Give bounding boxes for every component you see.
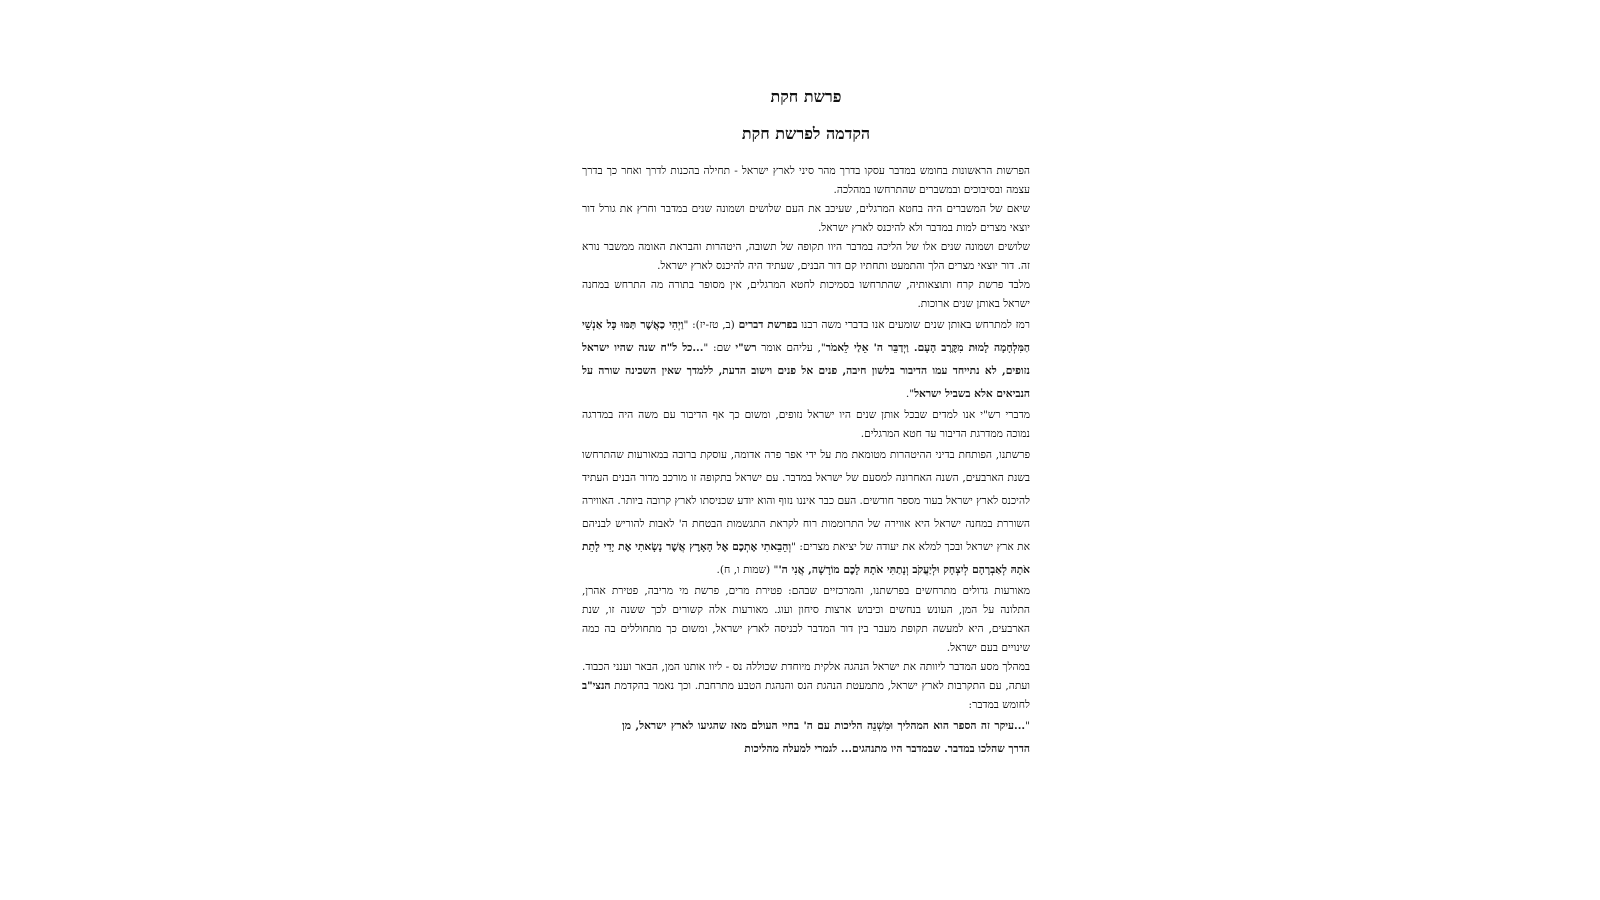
bold-text: רש"י — [735, 342, 757, 354]
document-page — [582, 86, 1030, 761]
text-run: " (שמות ו, ח). — [716, 564, 779, 576]
text-run: במהלך מסע המדבר ליוותה את ישראל הנהגה אלקית מיוחדת שכוללה נס - ליוו אותנו המן, הבאר וענני הכבוד. ועתה, עם התקרבות לארץ ישראל, מתמעטת הנהגת הנס והנהגת הטבע מתרחבת. וכך נאמר בהקדמת — [582, 661, 1030, 692]
page-title: פרשת חקת — [770, 87, 842, 106]
text-run: " — [1025, 720, 1030, 732]
paragraph: מלבד פרשת קרח ותוצאותיה, שהתרחשו בסמיכות לחטא המרגלים, אין מסופר בתורה מה התרחש במחנה ישראל באותן שנים ארוכות. — [582, 279, 1030, 310]
bold-text: הנצי"ב — [582, 680, 611, 692]
paragraph — [582, 658, 1030, 715]
paragraph: הפרשות הראשונות בחומש במדבר עסקו בדרך מהר סיני לארץ ישראל - תחילה בהכנות לדרך ואחר כך בדרך עצמה ובסיבוכים ובמשברים שהתרחשו במהלכה. — [582, 165, 1030, 196]
text-run: לחומש במדבר: — [968, 699, 1030, 711]
bold-text: וַיְהִי כַאֲשֶׁר תַּמּוּ כָּל אַנְשֵׁי הַמִּלְחָמָה לָמוּת מִקֶּרֶב הָעָם. וַיְדַבֵּר ה' אֵלַי לֵאמֹר — [582, 319, 1030, 354]
bold-text: ...כל ל"ח שנה שהיו ישראל נזופים, לא נתייחד עמו הדיבור בלשון חיבה, פנים אל פנים וישוב הדעת, ללמדך שאין השכינה שורה על הנביאים אלא בשביל ישראל — [582, 342, 1030, 400]
bold-text: בפרשת דברים — [738, 319, 798, 331]
paragraph — [622, 715, 1030, 761]
paragraph: שלושים ושמונה שנים אלו של הליכה במדבר היוו תקופה של תשובה, היטהרות והבראת האומה ממשבר נורא זה. דור יוצאי מצרים הלך והתמעט ותחתיו קם דור הבנים, שעתיד היה להיכנס לארץ ישראל. — [582, 241, 1030, 272]
paragraph: מאורעות גדולים מתרחשים בפרשתנו, והמרכזיים שבהם: פטירת מרים, פרשת מי מריבה, פטירת אהרן, התלונה על המן, העונש בנחשים וכיבוש ארצות סיחון ועוג. מאורעות אלה קשורים לכך ששנה זו, שנת הארבעים, היא למעשה תקופת מעבר בין דור המדבר לכניסה לארץ ישראל, ומשום כך מתחוללים בה כמה שינויים בעם ישראל. — [582, 585, 1030, 654]
bold-text: ...עיקר זה הספר הוא המהליך וּמִשְׁנֵה הליכות עם ה' בחיי העולם מאז שהגיעו לארץ ישראל, מן הדרך שהלכו במדבר. שבמדבר היו מתנהגים... לגמרי למעלה מהליכות — [622, 720, 1030, 755]
paragraph: מדברי רש"י אנו למדים שבכל אותן שנים היו ישראל נזופים, ומשום כך אף הדיבור עם משה היה במדרגה נמוכה ממדרגת הדיבור עד חטא המרגלים. — [582, 409, 1030, 440]
text-run: ". — [905, 388, 915, 400]
text-run: רמז למתרחש באותן שנים שומעים אנו בדברי משה רבנו — [797, 319, 1031, 331]
paragraph — [582, 444, 1030, 582]
text-run: ", עליהם אומר — [756, 342, 826, 354]
paragraph — [582, 314, 1030, 406]
paragraph: שיאם של המשברים היה בחטא המרגלים, שעיכב את העם שלושים ושמונה שנים במדבר וחרץ את גורל דור יוצאי מצרים למות במדבר ולא להיכנס לארץ ישראל. — [582, 203, 1030, 234]
bold-text: וְהֵבֵאתִי אֶתְכֶם אֶל הָאָרֶץ אֲשֶׁר נָשָׂאתִי אֶת יָדִי לָתֵת אֹתָהּ לְאַבְרָהָם לְיִצְחָק וּלְיַעֲקֹב וְנָתַתִּי אֹתָהּ לָכֶם מוֹרָשָׁה, אֲנִי ה' — [582, 541, 1030, 576]
document-body — [582, 162, 1030, 761]
page-subtitle: הקדמה לפרשת חקת — [741, 124, 871, 143]
text-run: פרשתנו, הפותחת בדיני ההיטהרות מטומאת מת על ידי אפר פרה אדומה, עוסקת ברובה במאורעות שהתרחשו בשנת הארבעים, השנה האחרונה למסעם של ישראל במדבר. עם ישראל בתקופה זו מורכב מדור הבנים העתיד להיכנס לארץ ישראל בעוד מספר חודשים. העם כבר איננו נזוף והוא יודע שכניסתו לארץ קרובה ביותר. האווירה השוררת במחנה ישראל היא אווירה של התרוממות רוח לקראת התגשמות הבטחת ה' לאבות להוריש לבניהם את ארץ ישראל ובכך למלא את יעודה של יציאת מצרים: " — [582, 449, 1030, 553]
text-run: (ב, טז-יז): " — [683, 319, 739, 331]
text-run: שם: " — [703, 342, 736, 354]
